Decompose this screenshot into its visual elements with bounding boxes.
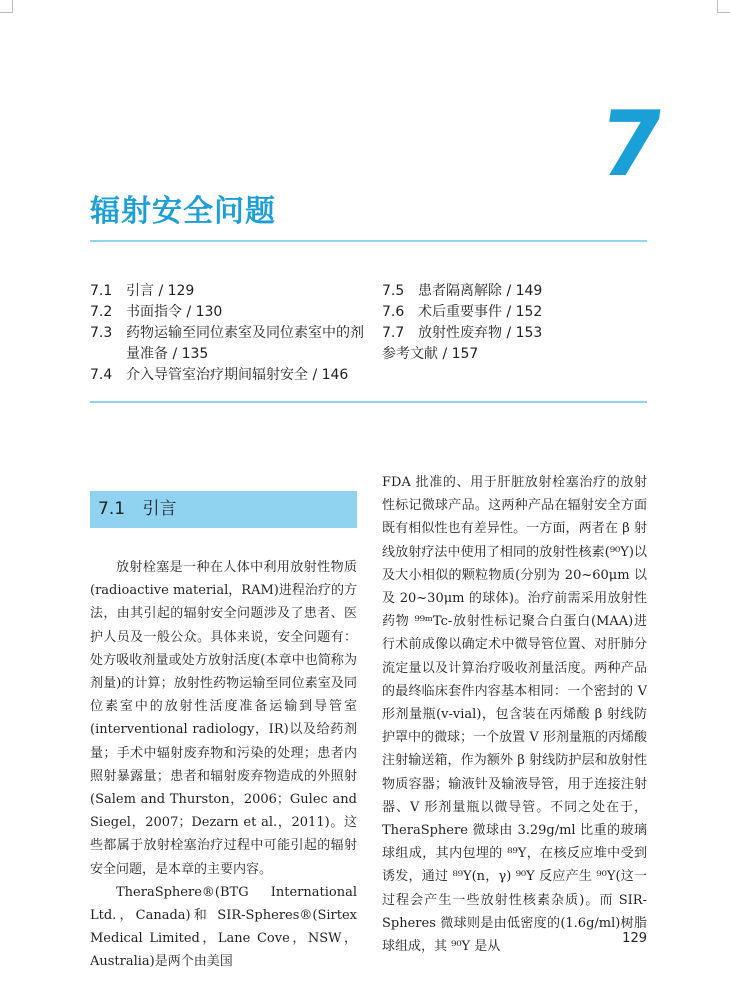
toc-item-number: 7.1 xyxy=(90,283,113,299)
toc-item-text: 参考文献 / 157 xyxy=(382,346,479,362)
toc-item-references[interactable] xyxy=(382,344,642,365)
toc-item[interactable] xyxy=(382,302,642,323)
toc-item-text: 术后重要事件 / 152 xyxy=(418,304,543,320)
chapter-divider-top xyxy=(90,240,647,242)
page-number: 129 xyxy=(622,931,647,946)
toc-item-number: 7.5 xyxy=(382,283,405,299)
section-heading-box xyxy=(90,491,357,528)
chapter-title: 辐射安全问题 xyxy=(90,194,276,229)
crop-mark-right xyxy=(717,0,730,13)
toc-right-column xyxy=(382,281,642,365)
toc-item-text: 放射性废弃物 / 153 xyxy=(418,325,543,341)
toc-item-text: 患者隔离解除 / 149 xyxy=(418,283,543,299)
body-paragraph: FDA 批准的、用于肝脏放射栓塞治疗的放射性标记微球产品。这两种产品在辐射安全方面既有相似性也有差异性。一方面，两者在 β 射线放射疗法中使用了相同的放射性核素(⁹⁰Y)以及大小相似的颗粒物质(分别为 20~60μm 以及 20~30μm 的球体)。治疗前需采用放射性药物 ⁹⁹ᵐTc-放射性标记聚合白蛋白(MAA)进行术前成像以确定术中微导管位置、对肝肺分流定量以及计算治疗吸收剂量活度。两种产品的最终临床套件内容基本相同：一个密封的 V 形剂量瓶(v-vial)，包含装在丙烯酸 β 射线防护罩中的微球；一个放置 V 形剂量瓶的丙烯酸注射输送箱，作为额外 β 射线防护层和放射性物质容器；输液针及输液导管，用于连接注射器、V 形剂量瓶以微导管。不同之处在于，TheraSphere 微球由 3.29g/ml 比重的玻璃球组成，其内包埋的 ⁸⁹Y，在核反应堆中受到诱发，通过 ⁸⁹Y(n，γ) ⁹⁰Y 反应产生 ⁹⁰Y(这一过程会产生一些放射性核素杂质)。而 SIR-Spheres 微球则是由低密度的(1.6g/ml)树脂球组成，其 ⁹⁰Y 是从 xyxy=(382,475,647,955)
toc-left-column xyxy=(90,281,370,386)
body-column-right xyxy=(382,471,647,958)
section-title: 引言 xyxy=(142,499,177,519)
toc-item[interactable] xyxy=(90,281,370,302)
toc-item-number: 7.7 xyxy=(382,325,405,341)
toc-item-text: 药物运输至同位素室及同位素室中的剂量准备 / 135 xyxy=(126,325,364,362)
body-column-left xyxy=(90,556,357,974)
crop-mark-left xyxy=(0,0,13,13)
toc-item[interactable] xyxy=(382,323,642,344)
toc-item[interactable] xyxy=(382,281,642,302)
body-paragraph: 放射栓塞是一种在人体中利用放射性物质(radioactive material，RAM)进程治疗的方法，由其引起的辐射安全问题涉及了患者、医护人员及一般公众。具体来说，安全问题有：处方吸收剂量或处方放射活度(本章中也简称为剂量)的计算；放射性药物运输至同位素室及同位素室中的放射性活度准备运输到导管室(interventional radiology，IR)以及给药剂量；手术中辐射废弃物和污染的处理；患者内照射暴露量；患者和辐射废弃物造成的外照射(Salem and Thurston，2006；Gulec and Siegel，2007；Dezarn et al.，2011)。这些都属于放射栓塞治疗过程中可能引起的辐射安全问题，是本章的主要内容。 xyxy=(90,560,357,877)
section-number: 7.1 xyxy=(98,499,126,519)
toc-item-number: 7.3 xyxy=(90,325,113,341)
toc-item-number: 7.6 xyxy=(382,304,405,320)
toc-item-text: 引言 / 129 xyxy=(126,283,195,299)
toc-item-number: 7.2 xyxy=(90,304,113,320)
toc-item-number: 7.4 xyxy=(90,367,113,383)
body-paragraph: TheraSphere®(BTG International Ltd.，Canada)和 SIR-Spheres®(Sirtex Medical Limited，Lane Cove，NSW，Australia)是两个由美国 xyxy=(90,884,357,970)
toc-item[interactable] xyxy=(90,323,370,365)
toc-item[interactable] xyxy=(90,302,370,323)
section-heading xyxy=(98,491,176,528)
toc-item-text: 书面指令 / 130 xyxy=(126,304,223,320)
chapter-number: 7 xyxy=(592,92,671,197)
toc-item-text: 介入导管室治疗期间辐射安全 / 146 xyxy=(126,367,349,383)
toc-item[interactable] xyxy=(90,365,370,386)
chapter-divider-bottom xyxy=(90,401,647,403)
